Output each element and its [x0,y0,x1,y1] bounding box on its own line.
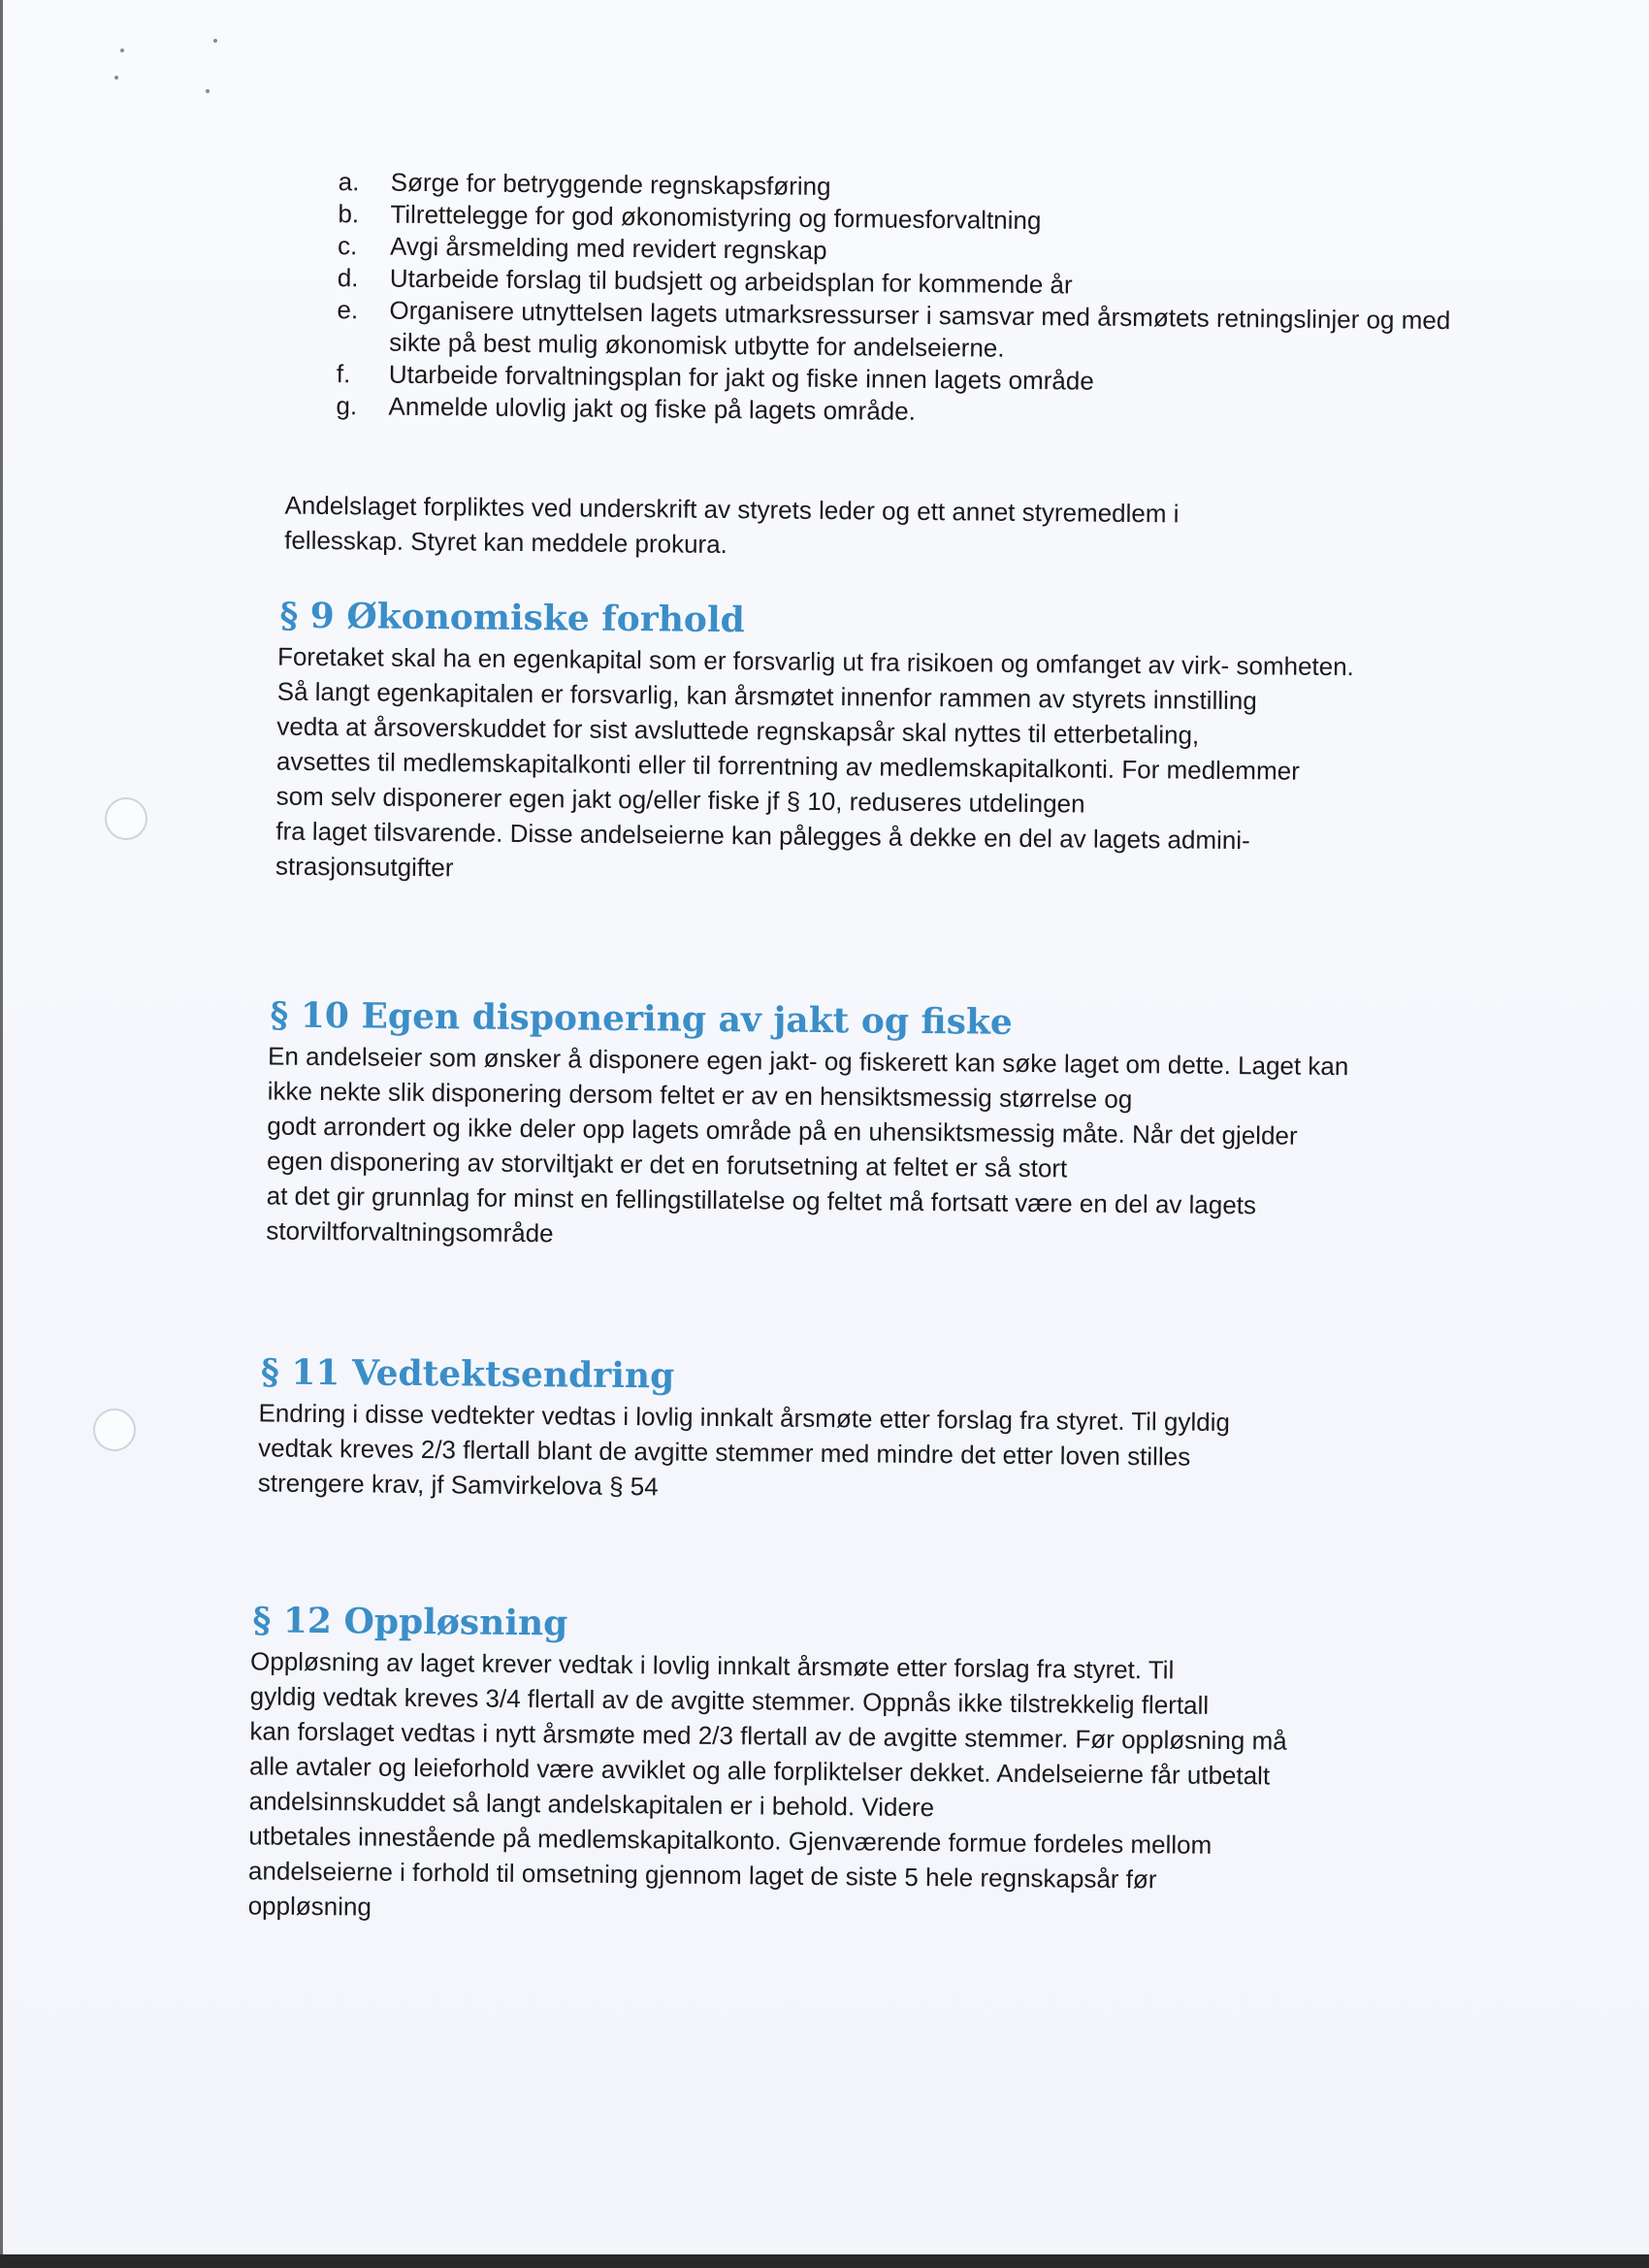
paragraph-line: Så langt egenkapitalen er forsvarlig, kan årsmøtet innenfor rammen av styrets innstilling [276,676,1257,716]
paragraph-line: godt arrondert og ikke deler opp lagets område på en uhensiktsmessig måte. Når det gjelder [267,1111,1298,1150]
paragraph-line: gyldig vedtak kreves 3/4 flertall av de avgitte stemmer. Oppnås ikke tilstrekkelig flertall [249,1681,1210,1720]
list-item-text: Utarbeide forslag til budsjett og arbeidsplan for kommende år [389,263,1073,300]
paragraph-line: vedta at årsoverskuddet for sist avsluttede regnskapsår skal nyttes til etterbetaling, [276,711,1200,750]
section-heading-11: § 11 Vedtektsendring [260,1351,675,1397]
list-item-text: Sørge for betryggende regnskapsføring [390,167,831,202]
paragraph-line: Andelslaget forpliktes ved underskrift av styrets leder og ett annet styremedlem i [284,490,1180,529]
paragraph-line: ikke nekte slik disponering dersom feltet er av en hensiktsmessig størrelse og [267,1076,1133,1115]
list-item-letter: e. [337,295,359,325]
list-item-text: Organisere utnyttelsen lagets utmarksressurser i samsvar med årsmøtets retningslinjer og med sikte på best mulig økonomisk utbytte for andelseierne. [389,295,1451,363]
paragraph-line: En andelseier som ønsker å disponere egen jakt- og fiskerett kan søke laget om dette. Laget kan [267,1041,1349,1082]
paragraph-line: egen disponering av storviltjakt er det en forutsetning at feltet er så stort [266,1146,1068,1183]
list-item-letter: b. [338,199,360,229]
paragraph-line: som selv disponerer egen jakt og/eller fiske jf § 10, reduseres utdelingen [275,781,1085,819]
list-item-text: Utarbeide forvaltningsplan for jakt og fiske innen lagets område [388,359,1094,396]
duties-list [336,166,1453,433]
section-body-9 [275,639,1480,895]
section-heading-10: § 10 Egen disponering av jakt og fiske [270,994,1014,1043]
list-item-letter: a. [338,167,360,197]
paragraph-line: Oppløsning av laget krever vedtak i lovlig innkalt årsmøte etter forslag fra styret. Til [249,1646,1175,1685]
paragraph-line: utbetales innestående på medlemskapitalkonto. Gjenværende formue fordeles mellom [248,1821,1212,1860]
section-body-11 [258,1395,1365,1510]
paragraph-line: avsettes til medlemskapitalkonti eller til forrentning av medlemskapitalkonti. For medlemmer [275,746,1300,786]
paragraph-line: storviltforvaltningsområde [266,1215,554,1248]
section-body-10 [266,1038,1461,1259]
paragraph-line: oppløsning [247,1891,372,1922]
paragraph-line: Foretaket skal ha en egenkapital som er forsvarlig ut fra risikoen og omfanget av virk- somheten. [276,641,1355,682]
list-item-text: Avgi årsmelding med revidert regnskap [389,231,827,265]
list-item-text: Anmelde ulovlig jakt og fiske på lagets område. [388,391,917,426]
list-item-letter: f. [336,359,351,389]
section-body-12 [248,1643,1396,1933]
paragraph-line: alle avtaler og leieforhold være avviklet og alle forpliktelser dekket. Andelseierne får utbetalt [248,1751,1271,1791]
paragraph-line: strasjonsutgifter [275,851,454,883]
paragraph-line: kan forslaget vedtas i nytt årsmøte med 2/3 flertall av de avgitte stemmer. Før oppløsning må [249,1716,1287,1756]
paragraph-line: fra laget tilsvarende. Disse andelseierne kan pålegges å dekke en del av lagets admini- [275,816,1250,856]
list-item [337,294,1453,369]
paragraph-line: Endring i disse vedtekter vedtas i lovlig innkalt årsmøte etter forslag fra styret. Til gyldig [258,1398,1231,1438]
paragraph-line: at det gir grunnlag for minst en fellingstillatelse og feltet må fortsatt være en del av lagets [266,1181,1257,1220]
list-item-letter: g. [336,391,358,421]
signature-paragraph [284,488,1352,568]
list-item-text: Tilrettelegge for god økonomistyring og formuesforvaltning [390,199,1042,236]
section-heading-12: § 12 Oppløsning [252,1600,568,1644]
list-item-letter: c. [337,231,358,261]
paragraph-line: vedtak kreves 2/3 flertall blant de avgitte stemmer med mindre det etter loven stilles [258,1433,1191,1472]
paragraph-line: andelseierne i forhold til omsetning gjennom laget de siste 5 hele regnskapsår før [247,1856,1157,1895]
section-heading-9: § 9 Økonomiske forhold [279,595,745,641]
paragraph-line: strengere krav, jf Samvirkelova § 54 [257,1468,659,1502]
paragraph-line: andelsinnskuddet så langt andelskapitalen er i behold. Videre [248,1786,935,1823]
list-item-letter: d. [337,263,359,293]
paragraph-line: fellesskap. Styret kan meddele prokura. [284,525,728,560]
